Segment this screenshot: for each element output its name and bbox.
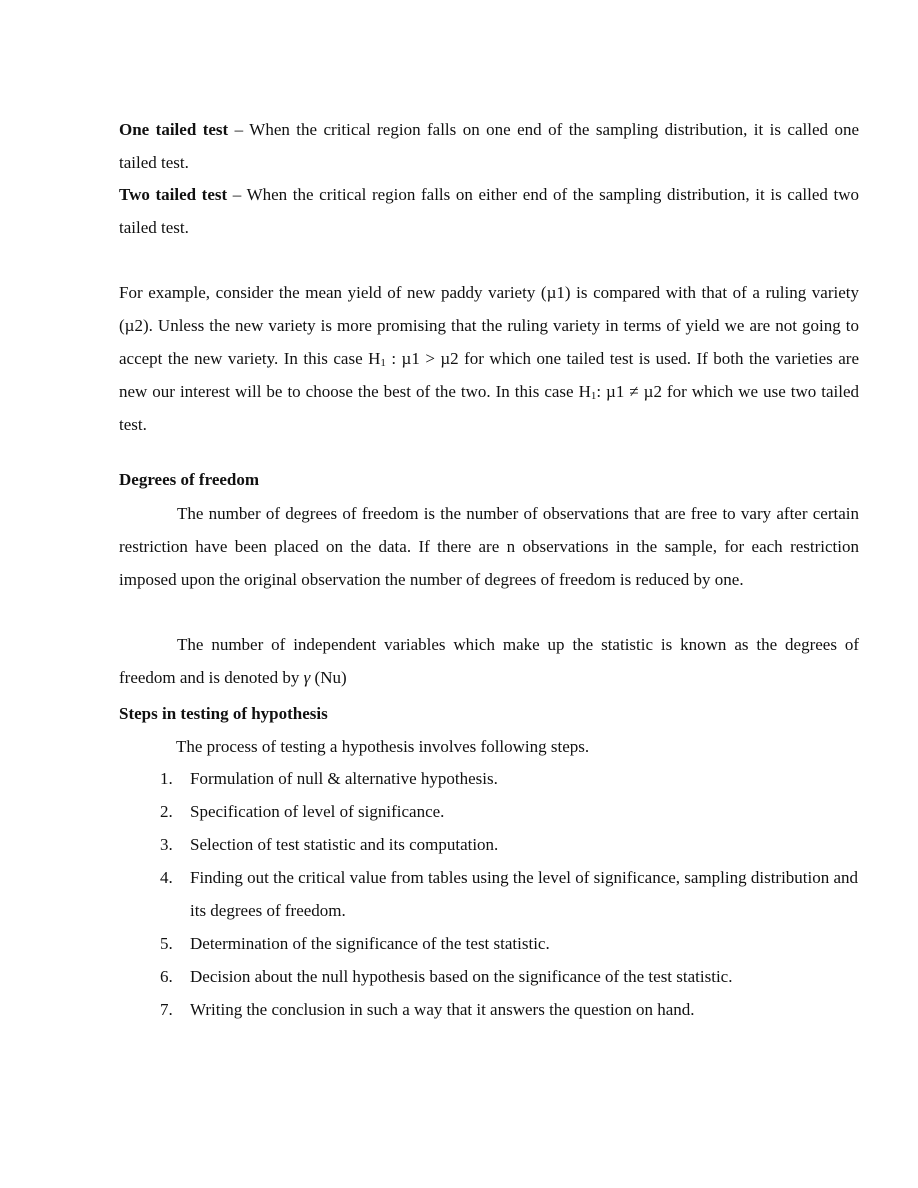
step-number: 4. [160,868,173,887]
step-item [160,795,860,828]
step-number: 1. [160,769,173,788]
two-tailed-definition [119,178,859,244]
step-text: Decision about the null hypothesis based on the significance of the test statistic. [190,967,733,986]
step-item [160,927,860,960]
degrees-paragraph-2 [119,628,859,694]
step-text: Writing the conclusion in such a way that it answers the question on hand. [190,1000,695,1019]
step-number: 2. [160,802,173,821]
step-text: Formulation of null & alternative hypothesis. [190,769,498,788]
one-tailed-term: One tailed test [119,120,229,139]
step-text: Specification of level of significance. [190,802,445,821]
example-subscript-2: 1 [590,390,597,402]
steps-heading: Steps in testing of hypothesis [119,704,328,723]
step-item [160,993,860,1026]
steps-intro: The process of testing a hypothesis involves following steps. [176,737,590,756]
example-paragraph [119,276,859,441]
one-tailed-text: – When the critical region falls on one end of the sampling distribution, it is called one tailed test. [119,120,859,172]
step-item [160,960,860,993]
two-tailed-text: – When the critical region falls on either end of the sampling distribution, it is called two tailed test. [119,185,859,237]
steps-list [160,762,860,1026]
degrees-paragraph-1: The number of degrees of freedom is the number of observations that are free to vary after certain restriction have been placed on the data. If there are n observations in the sample, for each restriction imposed upon the original observation the number of degrees of freedom is reduced by one. [119,504,859,589]
degrees-paragraph-2-start: The number of independent variables which make up the statistic is known as the degrees of freedom and is denoted by [119,635,859,687]
step-number: 7. [160,1000,173,1019]
example-part-1: For example, consider the mean yield of new paddy variety (µ1) is compared with that of a ruling variety (µ2). Unless the new variety is more promising that the ruling variety in terms of yield we are not going to accept the new variety. In this case H [119,283,859,368]
step-text: Determination of the significance of the test statistic. [190,934,550,953]
example-subscript-1: 1 [380,357,386,369]
example-part-3: : µ1 ≠ µ2 for which we use two tailed test. [119,382,859,434]
degrees-of-freedom-heading: Degrees of freedom [119,470,260,489]
one-tailed-definition [119,113,859,179]
step-number: 3. [160,835,173,854]
step-item [160,861,860,927]
step-text: Finding out the critical value from tables using the level of significance, sampling distribution and its degrees of freedom. [190,868,859,920]
step-number: 5. [160,934,173,953]
step-number: 6. [160,967,173,986]
example-part-2: : µ1 > µ2 for which one tailed test is used. If both the varieties are new our interest will be to choose the best of the two. In this case H [119,349,859,401]
two-tailed-term: Two tailed test [119,185,228,204]
step-text: Selection of test statistic and its computation. [190,835,499,854]
gamma-symbol: γ [303,668,311,687]
degrees-paragraph-2-end: (Nu) [310,668,347,687]
step-item [160,828,860,861]
step-item [160,762,860,795]
